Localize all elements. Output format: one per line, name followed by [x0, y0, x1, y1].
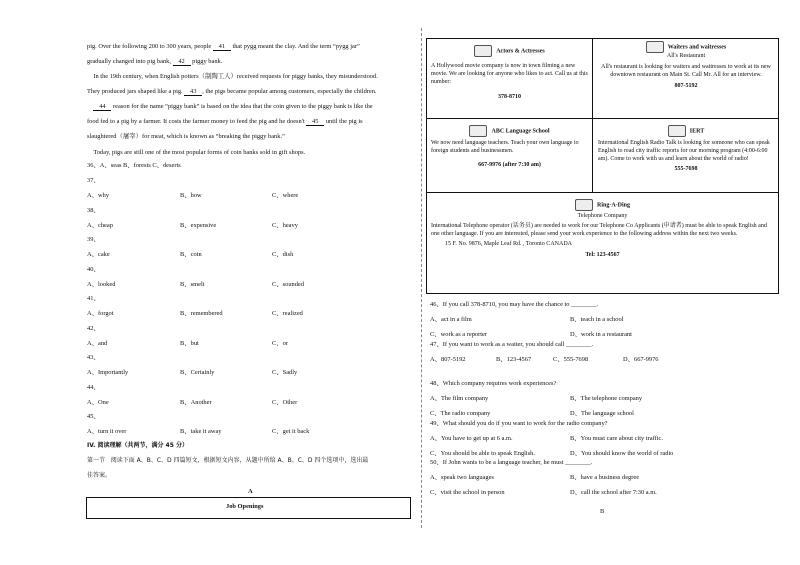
- answer-option: A、807-5192: [430, 355, 466, 363]
- answer-option: C、visit the school in person: [430, 489, 505, 496]
- passage-line: [87, 44, 360, 51]
- answer-option: C、where: [272, 192, 299, 199]
- answer-option: A、cheap: [87, 221, 113, 229]
- question-stem: 48、Which company requires work experiences?: [430, 380, 557, 387]
- ad-body: A Hollywood movie company is now in town filming a new movie. We are looking for anyone who likes to act. Call us at this number:: [431, 63, 588, 85]
- answer-option: B、123-4567: [496, 355, 532, 363]
- answer-option: C、You should be able to speak English.: [430, 449, 535, 457]
- passage-text: Today, pigs are still one of the most popular forms of coin banks sold in gift shops.: [87, 149, 306, 156]
- answer-option: A、turn it over: [87, 428, 127, 435]
- answer-option: A、act in a film: [430, 316, 472, 323]
- passage-text: pig. Over the following 200 to 300 years, people: [87, 43, 213, 50]
- section-instructions: 佳答案。: [87, 472, 112, 479]
- ad-body: All's restaurant is looking for waiters and waitresses to work at its new downtown restaurant on Main St. Call Mr. All for an interview.: [601, 63, 771, 78]
- question-number: 37、: [87, 177, 100, 184]
- answer-option: A、One: [87, 398, 109, 406]
- question-number: 40、: [87, 265, 100, 273]
- passage-letter-a: A: [248, 488, 253, 495]
- answer-option: A、speak two languages: [430, 474, 494, 481]
- school-icon: [469, 125, 487, 137]
- answer-option: C、or: [272, 339, 288, 347]
- answer-option: A、why: [87, 192, 110, 199]
- answer-option: D、work in a restaurant: [570, 331, 632, 338]
- answer-option: A、The film company: [430, 395, 489, 402]
- ad-actors: [431, 45, 588, 102]
- question-number: 41、: [87, 295, 100, 302]
- ad-phone: 667-9976 (after 7:30 am): [478, 161, 541, 168]
- question-36: 36、A、seas B、forests C、deserts: [87, 162, 181, 169]
- answer-blank: 44: [93, 104, 111, 111]
- answer-option: B、coin: [180, 251, 202, 258]
- passage-text: slaughtered（屠宰）for meat, which is known as “breaking the piggy bank.”: [87, 133, 285, 140]
- passage-line: [87, 104, 373, 111]
- ad-waiters: [598, 41, 774, 91]
- answer-option: B、have a business degree: [570, 474, 640, 481]
- question-number: 38、: [87, 206, 100, 214]
- ad-ring-a-ding: [431, 199, 774, 260]
- ad-subtitle: All's Restaurant: [666, 53, 706, 59]
- answer-option: D、667-9976: [623, 355, 659, 363]
- question-stem: 49、What should you do if you want to work for the radio company?: [430, 419, 608, 427]
- passage-text: , the pigs became popular among customers, especially the children.: [202, 88, 377, 95]
- passage-text: that pygg meant the clay. And the term “pygg jar”: [230, 43, 360, 50]
- answer-option: C、sounded: [272, 280, 304, 288]
- answer-option: C、555-7698: [553, 355, 589, 363]
- answer-option: D、The language school: [570, 410, 634, 417]
- answer-option: C、dish: [272, 251, 294, 258]
- answer-option: B、teach in a school: [570, 316, 624, 323]
- answer-option: C、Sadly: [272, 369, 298, 376]
- answer-option: B、You must care about city traffic.: [570, 434, 663, 442]
- answer-option: A、Importantly: [87, 369, 129, 376]
- ad-phone: 555-7698: [674, 166, 698, 173]
- camera-icon: [474, 45, 492, 57]
- answer-option: B、but: [180, 339, 199, 347]
- ad-language-school: [431, 125, 588, 169]
- question-number: 42、: [87, 324, 100, 332]
- passage-line: [87, 89, 377, 96]
- answer-option: C、heavy: [272, 221, 298, 229]
- answer-option: A、cake: [87, 251, 110, 258]
- telephone-icon: [575, 199, 593, 211]
- passage-text: until the pig is: [324, 118, 363, 125]
- passage-text: reason for the name “piggy bank” is based on the idea that the coin given to the piggy bank is like the: [111, 103, 373, 110]
- passage-line: [87, 134, 285, 140]
- passage-text: piggy bank.: [190, 58, 223, 65]
- answer-option: A、looked: [87, 280, 116, 288]
- answer-option: C、realized: [272, 310, 303, 317]
- ad-body: International Telephone operator (话务员) are needed to work for our Telephone Co Applicants (申请者) must be able to speak English and one other language. If you are interested, please send your work experience to the following address within the next two weeks.: [431, 222, 767, 237]
- answer-blank: 43: [184, 89, 202, 96]
- column-divider: [421, 28, 422, 528]
- passage-line: [87, 59, 222, 66]
- ad-phone: 378-8710: [498, 94, 521, 101]
- question-number: 44、: [87, 383, 100, 391]
- answer-option: C、work as a reporter: [430, 331, 487, 338]
- ad-phone: Tel: 123-4567: [585, 252, 620, 259]
- answer-option: B、Another: [180, 398, 212, 406]
- ad-subtitle: Telephone Company: [577, 213, 628, 219]
- answer-option: B、remembered: [180, 310, 223, 317]
- section-heading: IV. 阅读理解（共两节，满分 45 分）: [87, 442, 188, 449]
- passage-letter-b: B: [600, 508, 605, 515]
- passage-text: In the 19th century, when English potters（制陶工人）received requests for piggy banks, they misunderstood.: [87, 73, 378, 80]
- answer-option: B、smelt: [180, 280, 205, 288]
- ad-body: We now need language teachers. Teach your own language to foreign students and businessmen.: [431, 140, 579, 154]
- question-number: 45、: [87, 413, 100, 420]
- question-number: 43、: [87, 354, 100, 361]
- answer-option: A、You have to get up at 6 a.m.: [430, 434, 513, 442]
- answer-option: D、You should know the world of radio: [570, 449, 674, 457]
- radio-icon: [668, 125, 686, 137]
- ad-title: Waiters and waitresses: [667, 44, 727, 51]
- answer-option: B、how: [180, 192, 202, 199]
- ad-iert: [598, 125, 774, 174]
- question-number: 39、: [87, 236, 100, 243]
- waiter-icon: [646, 41, 664, 53]
- job-ads-board: [426, 38, 779, 294]
- answer-option: C、The radio company: [430, 410, 491, 417]
- ad-address: 15 F. No. 9876, Maple Leaf Rd. , Toronto CANADA: [445, 241, 572, 248]
- ad-title: IERT: [689, 128, 705, 135]
- question-stem: 47、If you want to work as a waiter, you should call ________.: [430, 340, 594, 348]
- answer-option: B、expensive: [180, 221, 217, 229]
- answer-option: A、and: [87, 339, 108, 347]
- ad-title: ABC Language School: [491, 128, 550, 135]
- answer-blank: 45: [306, 119, 324, 126]
- passage-text: food fed to a pig by a farmer. It costs the farmer money to feed the pig and he doesn't: [87, 118, 307, 125]
- answer-option: A、forgot: [87, 310, 114, 317]
- question-stem: 46、If you call 378-8710, you may have the chance to ________.: [430, 301, 599, 308]
- passage-text: gradually changed into pig bank,: [87, 58, 173, 65]
- ad-body: International English Radio Talk is looking for someone who can speak English to read city traffic reports for our morning program (4:00-6:00 am). Come to work with us and learn about the world of radio!: [598, 140, 770, 162]
- answer-option: B、Certainly: [180, 369, 215, 376]
- ad-phone: 807-5192: [674, 83, 698, 90]
- answer-option: D、call the school after 7:30 a.m.: [570, 489, 657, 496]
- answer-option: C、get it back: [272, 428, 310, 435]
- question-stem: 50、If John wants to be a language teacher, he must ________.: [430, 459, 593, 466]
- answer-blank: 41: [213, 44, 231, 51]
- answer-option: B、take it away: [180, 428, 222, 435]
- job-openings-title: Job Openings: [226, 503, 264, 510]
- ad-title: Ring-A-Ding: [596, 202, 630, 209]
- passage-line: [87, 150, 305, 156]
- passage-text: They produced jars shaped like a pig.: [87, 88, 185, 95]
- section-instructions: 第一节 阅读下面 A、B、C、D 四篇短文，根据短文内容，从题中所给 A、B、C、D 四个选项中，选出最: [87, 457, 369, 464]
- ad-title: Actors & Actresses: [496, 48, 545, 55]
- passage-line: [87, 119, 363, 126]
- answer-option: B、The telephone company: [570, 395, 643, 402]
- answer-blank: 42: [173, 59, 191, 66]
- answer-option: C、Other: [272, 398, 298, 406]
- passage-line: [87, 74, 378, 80]
